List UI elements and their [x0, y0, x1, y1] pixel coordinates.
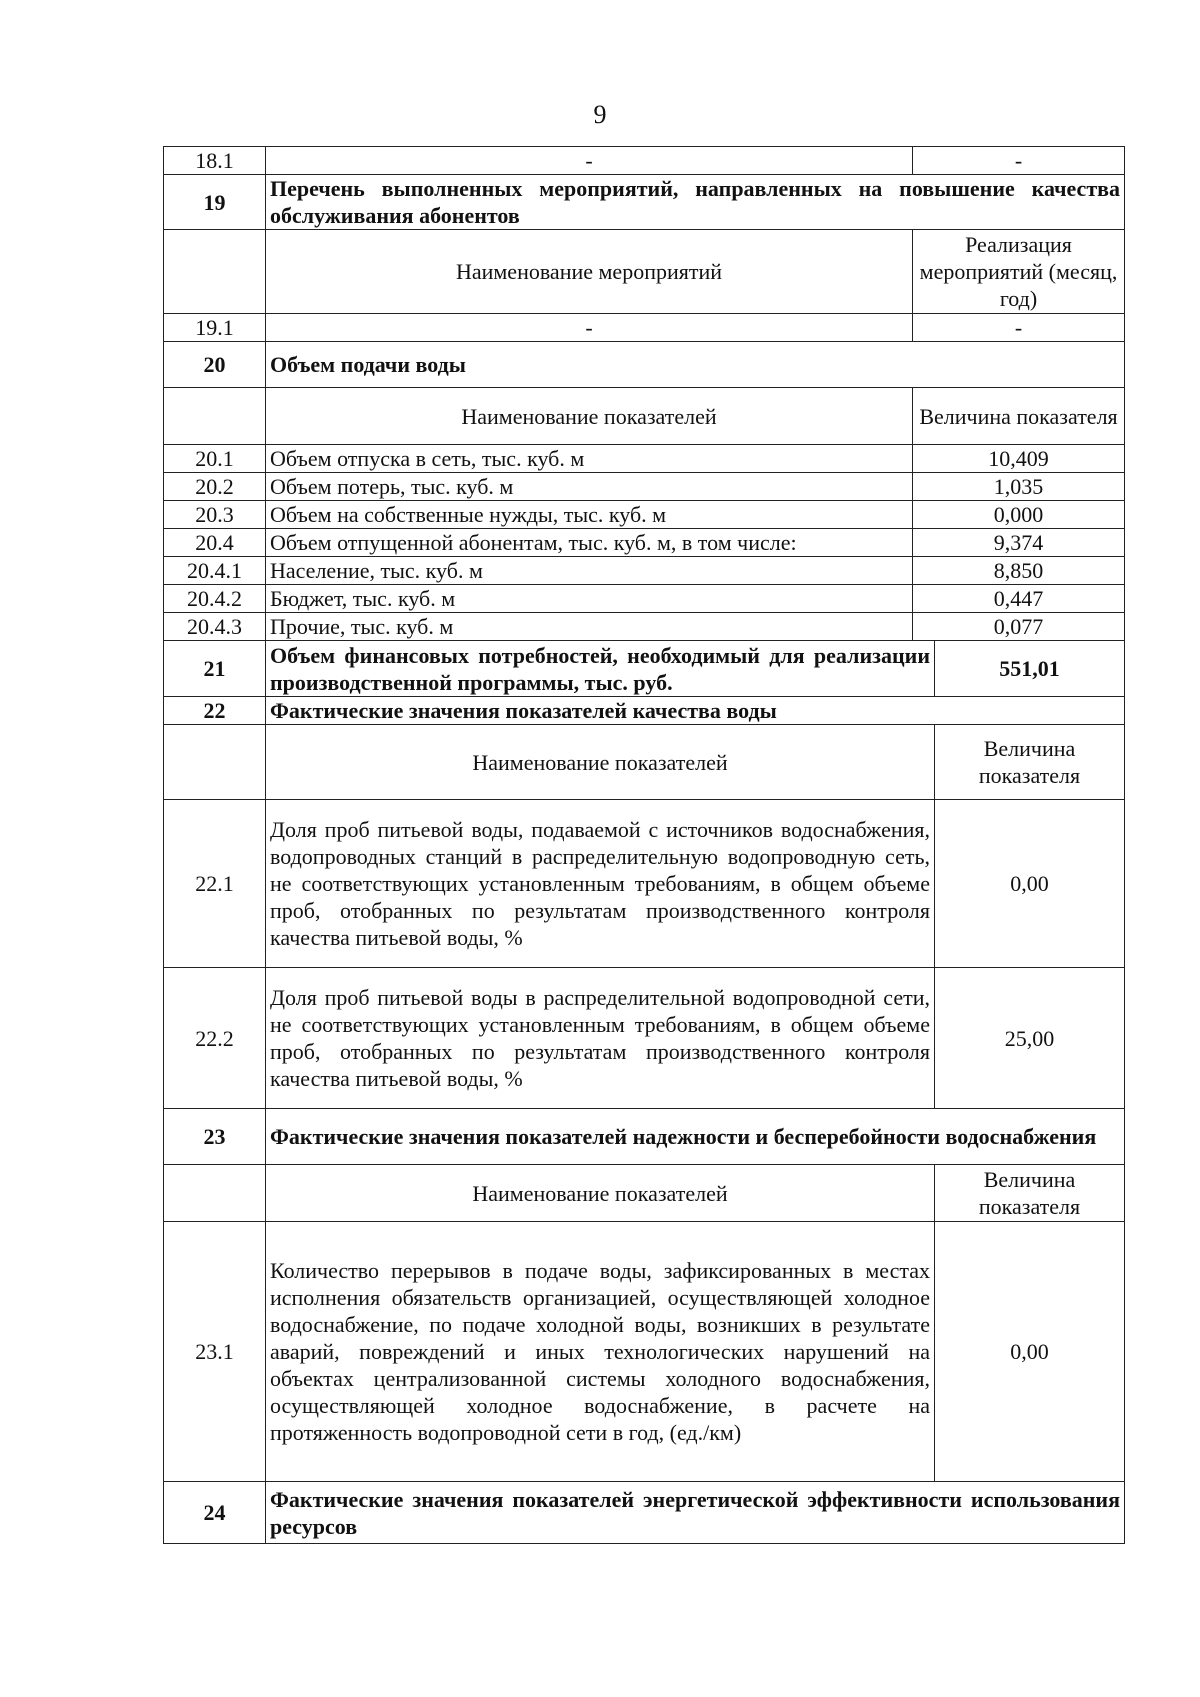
- row-name: Объем на собственные нужды, тыс. куб. м: [266, 501, 913, 529]
- section-number: 19: [164, 175, 266, 230]
- row-value: 551,01: [935, 641, 1125, 697]
- header-row: [164, 725, 1125, 800]
- row-name: Доля проб питьевой воды в распределительной водопроводной сети, не соответствующих установленным требованиям, в общем объеме проб, отобранных по результатам производственного контроля качества питьевой воды, %: [266, 968, 935, 1109]
- row-number: 18.1: [164, 147, 266, 175]
- table-row: [164, 473, 1125, 501]
- table-row: [164, 968, 1125, 1109]
- row-name: Объем потерь, тыс. куб. м: [266, 473, 913, 501]
- row-value: 0,447: [913, 585, 1125, 613]
- table-row: [164, 800, 1125, 968]
- empty-cell: [164, 230, 266, 314]
- table-row: [164, 445, 1125, 473]
- column-header-value: Величина показателя: [935, 725, 1125, 800]
- empty-cell: [164, 725, 266, 800]
- row-number: 20.4.2: [164, 585, 266, 613]
- row-number: 20.4.3: [164, 613, 266, 641]
- row-value: 9,374: [913, 529, 1125, 557]
- empty-cell: [164, 1165, 266, 1222]
- row-value: 0,077: [913, 613, 1125, 641]
- section-number: 23: [164, 1109, 266, 1165]
- row-value: 8,850: [913, 557, 1125, 585]
- table-row: [164, 147, 1125, 175]
- row-name: Объем финансовых потребностей, необходимый для реализации производственной программы, тыс. руб.: [266, 641, 935, 697]
- row-value: 10,409: [913, 445, 1125, 473]
- row-number: 20.3: [164, 501, 266, 529]
- row-value: 25,00: [935, 968, 1125, 1109]
- row-number: 22.1: [164, 800, 266, 968]
- table-row: [164, 557, 1125, 585]
- row-value: 0,00: [935, 1222, 1125, 1482]
- table-row: [164, 501, 1125, 529]
- header-row: [164, 230, 1125, 314]
- section-number: 22: [164, 697, 266, 725]
- row-number: 20.1: [164, 445, 266, 473]
- table-row: [164, 585, 1125, 613]
- row-number: 20.4.1: [164, 557, 266, 585]
- section-row: [164, 342, 1125, 388]
- section-title: Фактические значения показателей надежности и бесперебойности водоснабжения: [266, 1109, 1125, 1165]
- header-row: [164, 388, 1125, 445]
- row-number: 19.1: [164, 314, 266, 342]
- table-row: [164, 641, 1125, 697]
- row-number: 23.1: [164, 1222, 266, 1482]
- row-number: 22.2: [164, 968, 266, 1109]
- row-value: 0,000: [913, 501, 1125, 529]
- row-name: Бюджет, тыс. куб. м: [266, 585, 913, 613]
- column-header-value: Величина показателя: [913, 388, 1125, 445]
- column-header-name: Наименование мероприятий: [266, 230, 913, 314]
- section-row: [164, 1482, 1125, 1544]
- section-number: 20: [164, 342, 266, 388]
- row-number: 20.4: [164, 529, 266, 557]
- row-value: 1,035: [913, 473, 1125, 501]
- page-number: 9: [593, 100, 607, 129]
- empty-cell: [164, 388, 266, 445]
- table-row: [164, 529, 1125, 557]
- row-value: -: [913, 147, 1125, 175]
- column-header-name: Наименование показателей: [266, 388, 913, 445]
- row-name: Объем отпуска в сеть, тыс. куб. м: [266, 445, 913, 473]
- section-row: [164, 697, 1125, 725]
- column-header-value: Реализация мероприятий (месяц, год): [913, 230, 1125, 314]
- row-number: 21: [164, 641, 266, 697]
- row-name: -: [266, 147, 913, 175]
- section-number: 24: [164, 1482, 266, 1544]
- row-name: Количество перерывов в подаче воды, зафиксированных в местах исполнения обязательств организацией, осуществляющей холодное водоснабжение, по подаче холодной воды, возникших в результате аварий, повреждений и иных технологических нарушений на объектах централизованной системы холодного водоснабжения, осуществляющей холодное водоснабжение, в расчете на протяженность водопроводной сети в год, (ед./км): [266, 1222, 935, 1482]
- row-name: Объем отпущенной абонентам, тыс. куб. м, в том числе:: [266, 529, 913, 557]
- section-title: Объем подачи воды: [266, 342, 1125, 388]
- column-header-name: Наименование показателей: [266, 1165, 935, 1222]
- row-name: Население, тыс. куб. м: [266, 557, 913, 585]
- section-title: Фактические значения показателей энергетической эффективности использования ресурсов: [266, 1482, 1125, 1544]
- table-row: [164, 1222, 1125, 1482]
- column-header-value: Величина показателя: [935, 1165, 1125, 1222]
- row-name: -: [266, 314, 913, 342]
- section-row: [164, 1109, 1125, 1165]
- column-header-name: Наименование показателей: [266, 725, 935, 800]
- header-row: [164, 1165, 1125, 1222]
- section-title: Перечень выполненных мероприятий, направленных на повышение качества обслуживания абонентов: [266, 175, 1125, 230]
- section-title: Фактические значения показателей качества воды: [266, 697, 1125, 725]
- section-row: [164, 175, 1125, 230]
- row-number: 20.2: [164, 473, 266, 501]
- program-table: [163, 146, 1125, 1544]
- row-value: 0,00: [935, 800, 1125, 968]
- row-name: Прочие, тыс. куб. м: [266, 613, 913, 641]
- table-row: [164, 613, 1125, 641]
- row-name: Доля проб питьевой воды, подаваемой с источников водоснабжения, водопроводных станций в распределительную водопроводную сеть, не соответствующих установленным требованиям, в общем объеме проб, отобранных по результатам производственного контроля качества питьевой воды, %: [266, 800, 935, 968]
- table-row: [164, 314, 1125, 342]
- row-value: -: [913, 314, 1125, 342]
